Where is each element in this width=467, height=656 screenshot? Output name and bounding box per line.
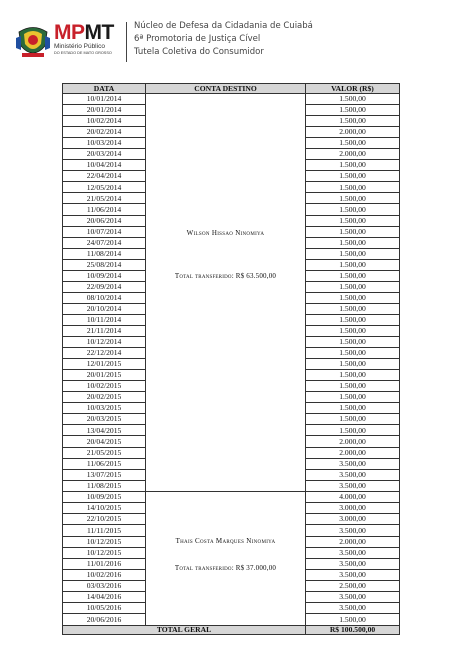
date-cell: 10/03/2014 (63, 138, 146, 149)
value-cell: 3.000,00 (306, 514, 400, 525)
date-cell: 20/01/2015 (63, 370, 146, 381)
date-cell: 12/05/2014 (63, 182, 146, 193)
value-cell: 1.500,00 (306, 314, 400, 325)
date-cell: 12/01/2015 (63, 359, 146, 370)
date-cell: 20/03/2015 (63, 414, 146, 425)
date-cell: 10/02/2014 (63, 116, 146, 127)
coat-of-arms-icon (16, 24, 50, 60)
value-cell: 1.500,00 (306, 160, 400, 171)
date-cell: 20/06/2016 (63, 614, 146, 626)
date-cell: 21/05/2015 (63, 447, 146, 458)
mpmt-logo (14, 20, 118, 64)
date-cell: 14/10/2015 (63, 503, 146, 514)
column-header-destination: CONTA DESTINO (146, 84, 306, 94)
value-cell: 1.500,00 (306, 414, 400, 425)
account-holder-name: Thais Costa Marques Ninomiya (175, 537, 276, 546)
value-cell: 1.500,00 (306, 171, 400, 182)
value-cell: 3.500,00 (306, 603, 400, 614)
value-cell: 1.500,00 (306, 204, 400, 215)
date-cell: 11/08/2015 (63, 480, 146, 491)
total-value: R$ 100.500,00 (306, 626, 400, 635)
value-cell: 1.500,00 (306, 248, 400, 259)
account-holder-name: Wilson Hissao Ninomiya (186, 228, 265, 237)
date-cell: 20/10/2014 (63, 303, 146, 314)
date-cell: 11/06/2015 (63, 458, 146, 469)
date-cell: 10/02/2016 (63, 569, 146, 580)
header-line-promotoria: 6ª Promotoria de Justiça Cível (134, 34, 261, 44)
group-total-transferred: Total transferido: R$ 63.500,00 (174, 271, 277, 280)
table-header-row (63, 84, 400, 94)
value-cell: 2.000,00 (306, 447, 400, 458)
date-cell: 20/02/2014 (63, 127, 146, 138)
value-cell: 1.500,00 (306, 303, 400, 314)
value-cell: 3.000,00 (306, 503, 400, 514)
value-cell: 1.500,00 (306, 259, 400, 270)
date-cell: 22/12/2014 (63, 348, 146, 359)
date-cell: 10/12/2015 (63, 547, 146, 558)
date-cell: 10/12/2015 (63, 536, 146, 547)
column-header-date: DATA (63, 84, 146, 94)
date-cell: 10/12/2014 (63, 337, 146, 348)
value-cell: 2.000,00 (306, 149, 400, 160)
date-cell: 03/03/2016 (63, 581, 146, 592)
date-cell: 10/07/2014 (63, 226, 146, 237)
date-cell: 08/10/2014 (63, 292, 146, 303)
date-cell: 10/11/2014 (63, 314, 146, 325)
date-cell: 13/07/2015 (63, 469, 146, 480)
table-row (63, 94, 400, 105)
value-cell: 3.500,00 (306, 547, 400, 558)
date-cell: 20/04/2015 (63, 436, 146, 447)
date-cell: 13/04/2015 (63, 425, 146, 436)
date-cell: 11/08/2014 (63, 248, 146, 259)
date-cell: 10/04/2014 (63, 160, 146, 171)
date-cell: 20/06/2014 (63, 215, 146, 226)
value-cell: 3.500,00 (306, 525, 400, 536)
date-cell: 20/03/2014 (63, 149, 146, 160)
value-cell: 1.500,00 (306, 392, 400, 403)
value-cell: 3.500,00 (306, 592, 400, 603)
value-cell: 1.500,00 (306, 370, 400, 381)
logo-acronym-mt: MT (84, 21, 114, 44)
header-info (134, 20, 313, 59)
value-cell: 1.500,00 (306, 116, 400, 127)
value-cell: 1.500,00 (306, 281, 400, 292)
transfers-grid (62, 83, 400, 635)
date-cell: 22/09/2014 (63, 281, 146, 292)
value-cell: 1.500,00 (306, 348, 400, 359)
letterhead (14, 18, 454, 68)
value-cell: 4.000,00 (306, 492, 400, 503)
value-cell: 3.500,00 (306, 569, 400, 580)
logo-acronym-mp: MP (54, 21, 85, 44)
value-cell: 1.500,00 (306, 138, 400, 149)
total-label: TOTAL GERAL (63, 626, 306, 635)
value-cell: 1.500,00 (306, 403, 400, 414)
date-cell: 24/07/2014 (63, 237, 146, 248)
date-cell: 10/01/2014 (63, 94, 146, 105)
value-cell: 1.500,00 (306, 105, 400, 116)
table-row (63, 492, 400, 503)
column-header-value: VALOR (R$) (306, 84, 400, 94)
date-cell: 10/05/2016 (63, 603, 146, 614)
value-cell: 1.500,00 (306, 94, 400, 105)
date-cell: 10/02/2015 (63, 381, 146, 392)
date-cell: 10/03/2015 (63, 403, 146, 414)
date-cell: 20/01/2014 (63, 105, 146, 116)
value-cell: 2.000,00 (306, 127, 400, 138)
destination-account-cell (146, 94, 306, 492)
date-cell: 11/01/2016 (63, 558, 146, 569)
date-cell: 22/04/2014 (63, 171, 146, 182)
date-cell: 21/05/2014 (63, 193, 146, 204)
value-cell: 1.500,00 (306, 614, 400, 626)
date-cell: 14/04/2016 (63, 592, 146, 603)
value-cell: 1.500,00 (306, 237, 400, 248)
date-cell: 25/08/2014 (63, 259, 146, 270)
destination-account-cell (146, 492, 306, 626)
value-cell: 1.500,00 (306, 182, 400, 193)
value-cell: 1.500,00 (306, 425, 400, 436)
value-cell: 2.500,00 (306, 581, 400, 592)
value-cell: 1.500,00 (306, 226, 400, 237)
logo-subtitle-small: DO ESTADO DE MATO GROSSO (54, 51, 112, 55)
group-total-transferred: Total transferido: R$ 37.000,00 (174, 563, 277, 572)
date-cell: 22/10/2015 (63, 514, 146, 525)
value-cell: 3.500,00 (306, 558, 400, 569)
value-cell: 3.500,00 (306, 458, 400, 469)
value-cell: 1.500,00 (306, 325, 400, 336)
value-cell: 1.500,00 (306, 215, 400, 226)
value-cell: 1.500,00 (306, 337, 400, 348)
value-cell: 1.500,00 (306, 381, 400, 392)
value-cell: 1.500,00 (306, 292, 400, 303)
value-cell: 3.500,00 (306, 480, 400, 491)
value-cell: 1.500,00 (306, 193, 400, 204)
value-cell: 2.000,00 (306, 536, 400, 547)
date-cell: 10/09/2015 (63, 492, 146, 503)
transfers-table (62, 83, 399, 635)
date-cell: 10/09/2014 (63, 270, 146, 281)
header-line-tutela: Tutela Coletiva do Consumidor (134, 47, 264, 57)
logo-subtitle: Ministério Público (54, 43, 105, 50)
value-cell: 1.500,00 (306, 359, 400, 370)
value-cell: 3.500,00 (306, 469, 400, 480)
date-cell: 20/02/2015 (63, 392, 146, 403)
date-cell: 11/11/2015 (63, 525, 146, 536)
header-line-nucleo: Núcleo de Defesa da Cidadania de Cuiabá (134, 21, 313, 31)
total-row (63, 626, 400, 635)
date-cell: 11/06/2014 (63, 204, 146, 215)
value-cell: 1.500,00 (306, 270, 400, 281)
date-cell: 21/11/2014 (63, 325, 146, 336)
header-divider (126, 22, 127, 62)
value-cell: 2.000,00 (306, 436, 400, 447)
